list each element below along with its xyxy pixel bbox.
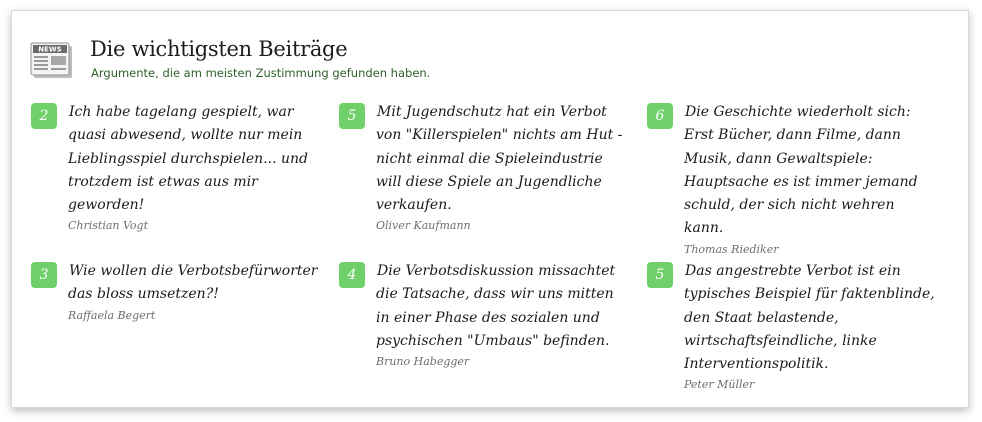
agree-count-badge: 4 [339,262,365,288]
page-title: Die wichtigsten Beiträge [90,37,348,61]
top-posts-panel [11,10,969,408]
agree-count-badge: 3 [31,262,57,288]
author-name[interactable]: Christian Vogt [68,219,149,233]
list-item[interactable] [647,260,937,391]
argument-text[interactable]: Die Verbotsdiskussion missachtet die Tatsache, dass wir uns mitten in einer Phase des sozialen und psychischen "Umbaus" befinden. [376,263,616,349]
news-icon [30,42,74,80]
page-subtitle: Argumente, die am meisten Zustimmung gefunden haben. [91,66,431,80]
svg-text:NEWS: NEWS [38,45,62,54]
author-name[interactable]: Raffaela Begert [68,308,156,322]
list-item[interactable] [339,260,629,368]
list-item[interactable] [339,101,629,232]
author-name[interactable]: Thomas Riediker [684,242,779,256]
argument-text[interactable]: Ich habe tagelang gespielt, war quasi abwesend, wollte nur mein Lieblingsspiel durchspielen... und trotzdem ist etwas aus mir geworden! [68,104,308,214]
list-item[interactable] [31,101,321,232]
argument-text[interactable]: Die Geschichte wiederholt sich: Erst Bücher, dann Filme, dann Musik, dann Gewaltspiele: Hauptsache es ist immer jemand schuld, der sich nicht wehren kann. [684,104,918,237]
argument-text[interactable]: Das angestrebte Verbot ist ein typisches Beispiel für faktenblinde, den Staat belastende, wirtschaftsfeindliche, linke Interventionspolitik. [684,263,935,373]
agree-count-badge: 5 [647,262,673,288]
argument-text[interactable]: Wie wollen die Verbotsbefürworter das bloss umsetzen?! [68,263,318,303]
author-name[interactable]: Peter Müller [684,378,755,392]
author-name[interactable]: Bruno Habegger [376,355,470,369]
agree-count-badge: 6 [647,103,673,129]
author-name[interactable]: Oliver Kaufmann [376,219,471,233]
list-item[interactable] [647,101,937,256]
agree-count-badge: 5 [339,103,365,129]
agree-count-badge: 2 [31,103,57,129]
list-item[interactable] [31,260,321,322]
argument-text[interactable]: Mit Jugendschutz hat ein Verbot von "Killerspielen" nichts am Hut - nicht einmal die Spieleindustrie will diese Spiele an Jugendliche verkaufen. [376,104,623,214]
